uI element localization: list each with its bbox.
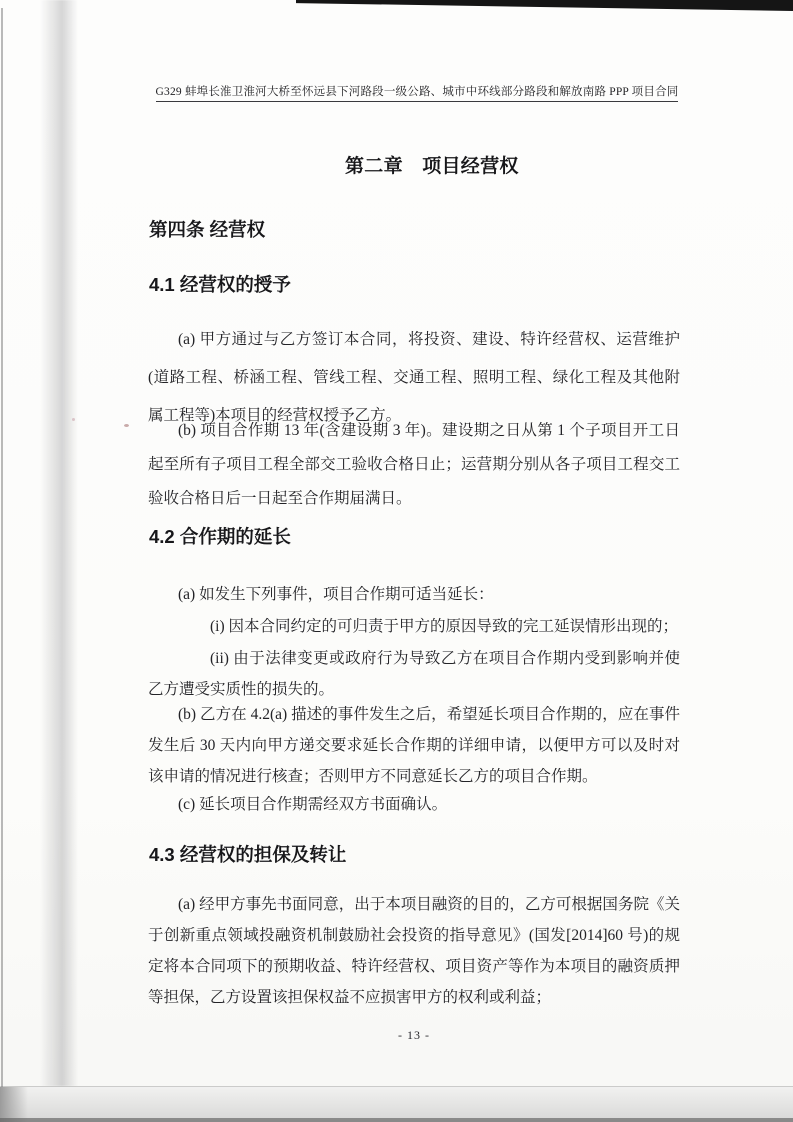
- section-4-1-paragraph-b: (b) 项目合作期 13 年(含建设期 3 年)。建设期之日从第 1 个子项目开工日起至所有子项目工程全部交工验收合格日止；运营期分别从各子项目工程交工验收合格日后一日起至合作期届满日。: [148, 422, 680, 507]
- scan-artifact-speck: [124, 424, 129, 427]
- section-4-2-heading: 4.2 合作期的延长: [149, 526, 291, 547]
- section-4-2-paragraph-a: (a) 如发生下列事件，项目合作期可适当延长：: [178, 586, 494, 603]
- article-heading: 第四条 经营权: [149, 219, 266, 240]
- section-4-2-item-i: (i) 因本合同约定的可归责于甲方的原因导致的完工延误情形出现的；: [210, 618, 679, 635]
- running-header-text: G329 蚌埠长淮卫淮河大桥至怀远县下河路段一级公路、城市中环线部分路段和解放南路 PPP 项目合同: [156, 83, 679, 102]
- section-4-2-item-ii: (ii) 由于法律变更或政府行为导致乙方在项目合作期内受到影响并使乙方遭受实质性的损失的。: [148, 650, 680, 698]
- section-4-1-paragraph-a: (a) 甲方通过与乙方签订本合同，将投资、建设、特许经营权、运营维护(道路工程、桥涵工程、管线工程、交通工程、照明工程、绿化工程及其他附属工程等)本项目的经营权授予乙方。: [148, 331, 680, 424]
- running-header: [151, 83, 683, 102]
- scan-artifact-binding-shadow: [40, 0, 78, 1086]
- scan-artifact-speck: [72, 418, 75, 421]
- page-number: - 13 -: [398, 1028, 430, 1042]
- chapter-title: 第二章 项目经营权: [345, 156, 519, 177]
- section-4-3-paragraph-a: (a) 经甲方事先书面同意，出于本项目融资的目的，乙方可根据国务院《关于创新重点领域投融资机制鼓励社会投资的指导意见》(国发[2014]60 号)的规定将本合同项下的预期收益、特许经营权、项目资产等作为本项目的融资质押等担保，乙方设置该担保权益不应损害甲方的权利或利益；: [148, 896, 680, 1006]
- scan-artifact-top-edge: [296, 0, 793, 11]
- section-4-1-heading: 4.1 经营权的授予: [149, 274, 291, 295]
- section-4-2-paragraph-b: (b) 乙方在 4.2(a) 描述的事件发生之后，希望延长项目合作期的，应在事件发生后 30 天内向甲方递交要求延长合作期的详细申请，以便甲方可以及时对该申请的情况进行核查；否则甲方不同意延长乙方的项目合作期。: [148, 706, 680, 785]
- section-4-3-heading: 4.3 经营权的担保及转让: [149, 844, 347, 865]
- section-4-2-paragraph-c: (c) 延长项目合作期需经双方书面确认。: [178, 796, 448, 813]
- scan-artifact-left-edge-line: [1, 8, 3, 1088]
- scan-artifact-bottom-band: [0, 1087, 793, 1122]
